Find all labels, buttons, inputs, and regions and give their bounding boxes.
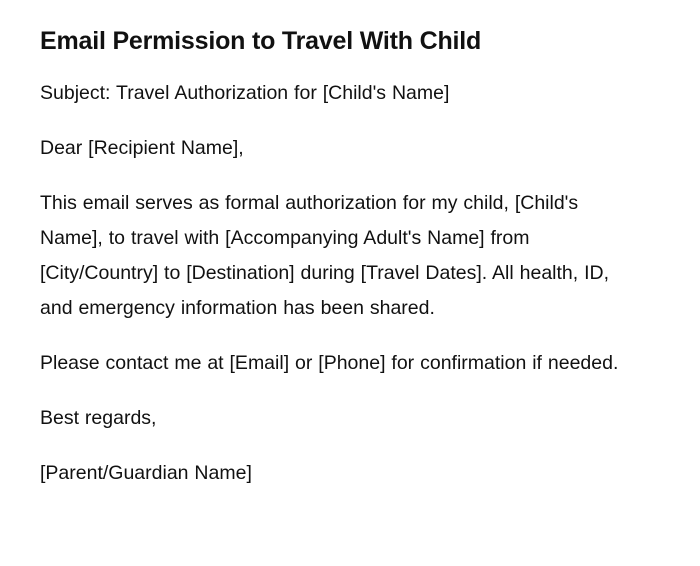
- email-closing: Best regards,: [40, 407, 157, 429]
- email-greeting: Dear [Recipient Name],: [40, 137, 244, 159]
- email-body-paragraph-authorization: This email serves as formal authorization for my child, [Child's Name], to travel with [Accompanying Adult's Name] from [City/Country] to [Destination] during [Travel Dates]. All health, ID, and emergency information has been shared.: [40, 192, 610, 319]
- document-title: Email Permission to Travel With Child: [40, 27, 482, 55]
- email-body-paragraph-contact: Please contact me at [Email] or [Phone] for confirmation if needed.: [40, 352, 619, 374]
- email-subject-line: Subject: Travel Authorization for [Child's Name]: [40, 82, 450, 104]
- email-signature: [Parent/Guardian Name]: [40, 462, 252, 484]
